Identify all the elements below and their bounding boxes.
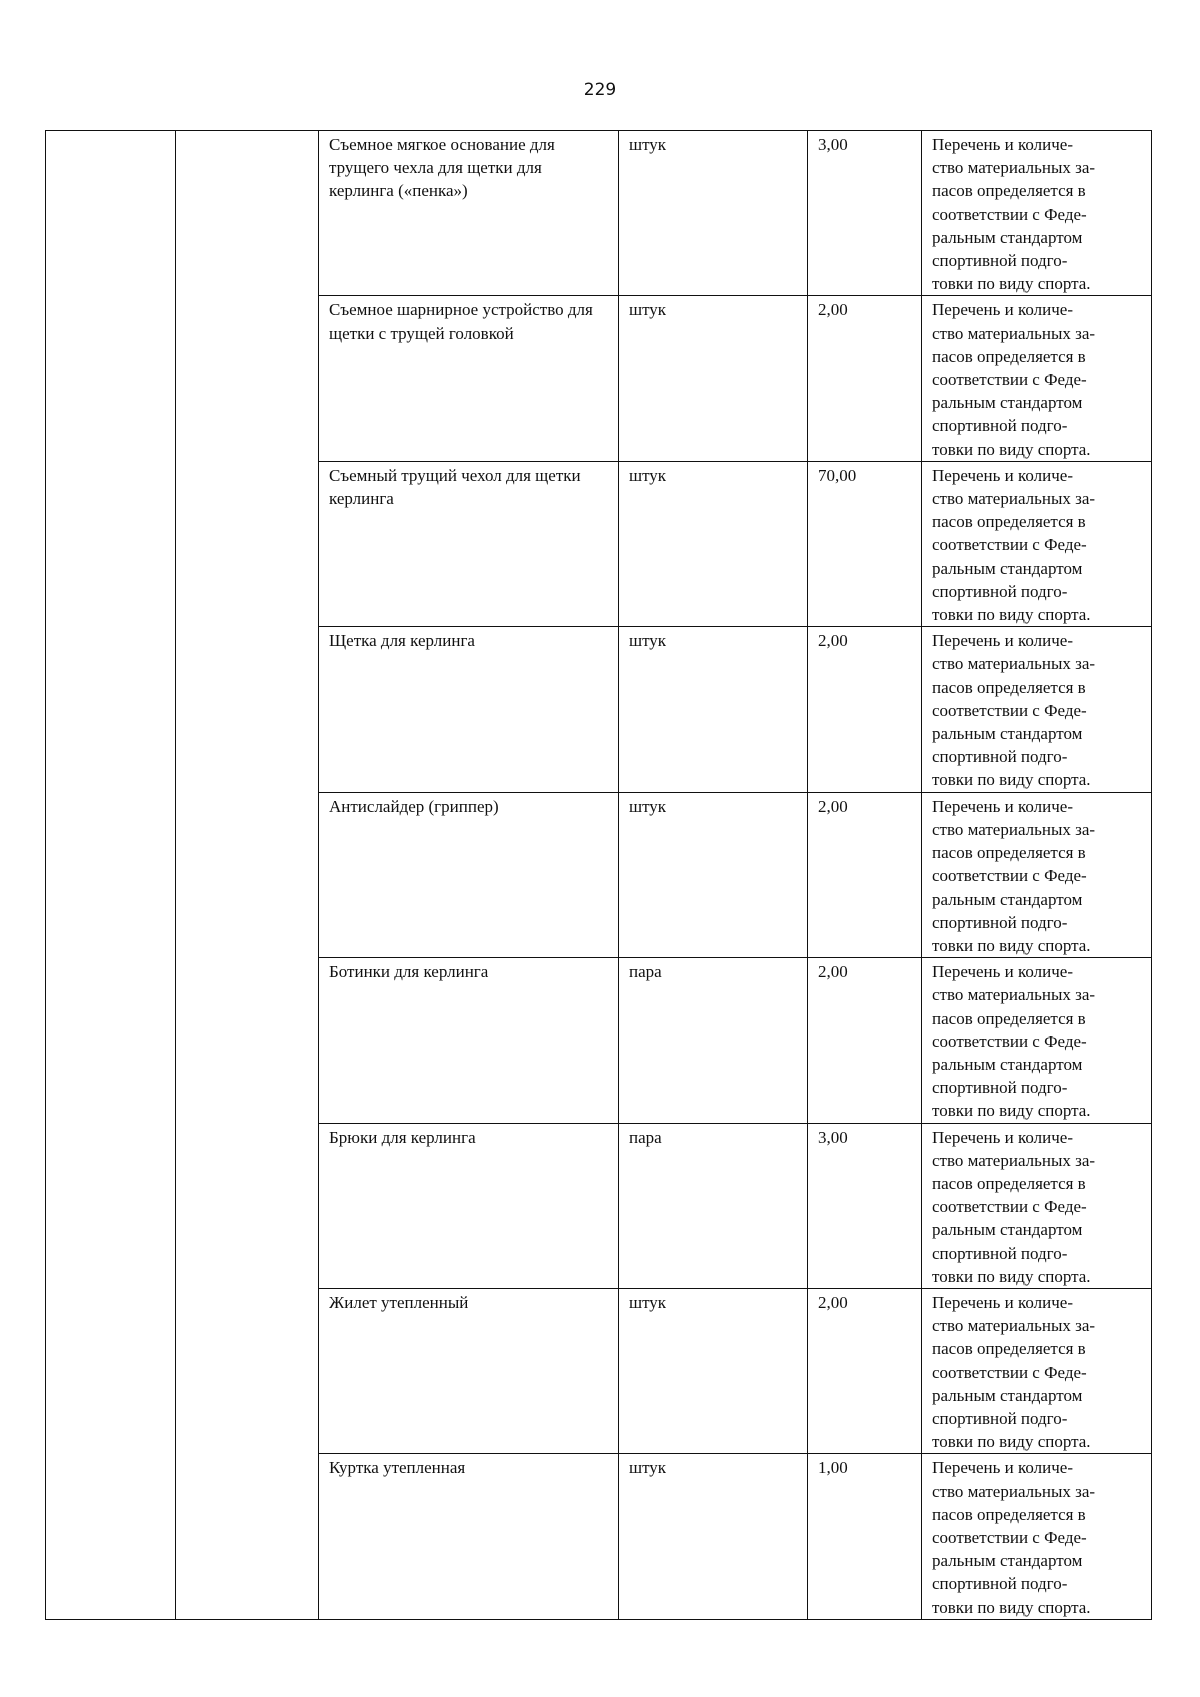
- quantity-cell: 70,00: [808, 461, 922, 626]
- unit-cell: штук: [619, 1288, 808, 1453]
- quantity-cell: 2,00: [808, 1288, 922, 1453]
- merged-blank-cell-1: [46, 131, 176, 1620]
- unit-cell: пара: [619, 1123, 808, 1288]
- unit-cell: штук: [619, 131, 808, 296]
- table-row: [46, 131, 1152, 296]
- unit-cell: штук: [619, 461, 808, 626]
- unit-cell: пара: [619, 958, 808, 1123]
- unit-cell: штук: [619, 1454, 808, 1619]
- quantity-cell: 3,00: [808, 1123, 922, 1288]
- item-name-cell: Щетка для керлинга: [319, 627, 619, 792]
- note-cell: Перечень и количе- ство материальных за- пасов определяется в соответствии с Феде- ральным стандартом спортивной подго- товки по виду спорта.: [922, 296, 1152, 461]
- unit-cell: штук: [619, 296, 808, 461]
- note-cell: Перечень и количе- ство материальных за- пасов определяется в соответствии с Феде- ральным стандартом спортивной подго- товки по виду спорта.: [922, 1123, 1152, 1288]
- unit-cell: штук: [619, 627, 808, 792]
- note-cell: Перечень и количе- ство материальных за- пасов определяется в соответствии с Феде- ральным стандартом спортивной подго- товки по виду спорта.: [922, 1454, 1152, 1619]
- item-name-cell: Ботинки для керлинга: [319, 958, 619, 1123]
- item-name-cell: Куртка утепленная: [319, 1454, 619, 1619]
- note-cell: Перечень и количе- ство материальных за- пасов определяется в соответствии с Феде- ральным стандартом спортивной подго- товки по виду спорта.: [922, 1288, 1152, 1453]
- quantity-cell: 2,00: [808, 627, 922, 792]
- note-cell: Перечень и количе- ство материальных за- пасов определяется в соответствии с Феде- ральным стандартом спортивной подго- товки по виду спорта.: [922, 627, 1152, 792]
- quantity-cell: 2,00: [808, 958, 922, 1123]
- note-cell: Перечень и количе- ство материальных за- пасов определяется в соответствии с Феде- ральным стандартом спортивной подго- товки по виду спорта.: [922, 131, 1152, 296]
- quantity-cell: 3,00: [808, 131, 922, 296]
- note-cell: Перечень и количе- ство материальных за- пасов определяется в соответствии с Феде- ральным стандартом спортивной подго- товки по виду спорта.: [922, 792, 1152, 957]
- item-name-cell: Съемный трущий чехол для щетки керлинга: [319, 461, 619, 626]
- item-name-cell: Съемное шарнирное устройство для щетки с трущей головкой: [319, 296, 619, 461]
- page-number: 229: [583, 80, 617, 100]
- note-cell: Перечень и количе- ство материальных за- пасов определяется в соответствии с Феде- ральным стандартом спортивной подго- товки по виду спорта.: [922, 958, 1152, 1123]
- quantity-cell: 1,00: [808, 1454, 922, 1619]
- quantity-cell: 2,00: [808, 792, 922, 957]
- item-name-cell: Антислайдер (гриппер): [319, 792, 619, 957]
- item-name-cell: Съемное мягкое основание для трущего чехла для щетки для керлинга («пенка»): [319, 131, 619, 296]
- item-name-cell: Жилет утепленный: [319, 1288, 619, 1453]
- note-cell: Перечень и количе- ство материальных за- пасов определяется в соответствии с Феде- ральным стандартом спортивной подго- товки по виду спорта.: [922, 461, 1152, 626]
- equipment-table: [45, 130, 1152, 1620]
- quantity-cell: 2,00: [808, 296, 922, 461]
- merged-blank-cell-2: [176, 131, 319, 1620]
- item-name-cell: Брюки для керлинга: [319, 1123, 619, 1288]
- unit-cell: штук: [619, 792, 808, 957]
